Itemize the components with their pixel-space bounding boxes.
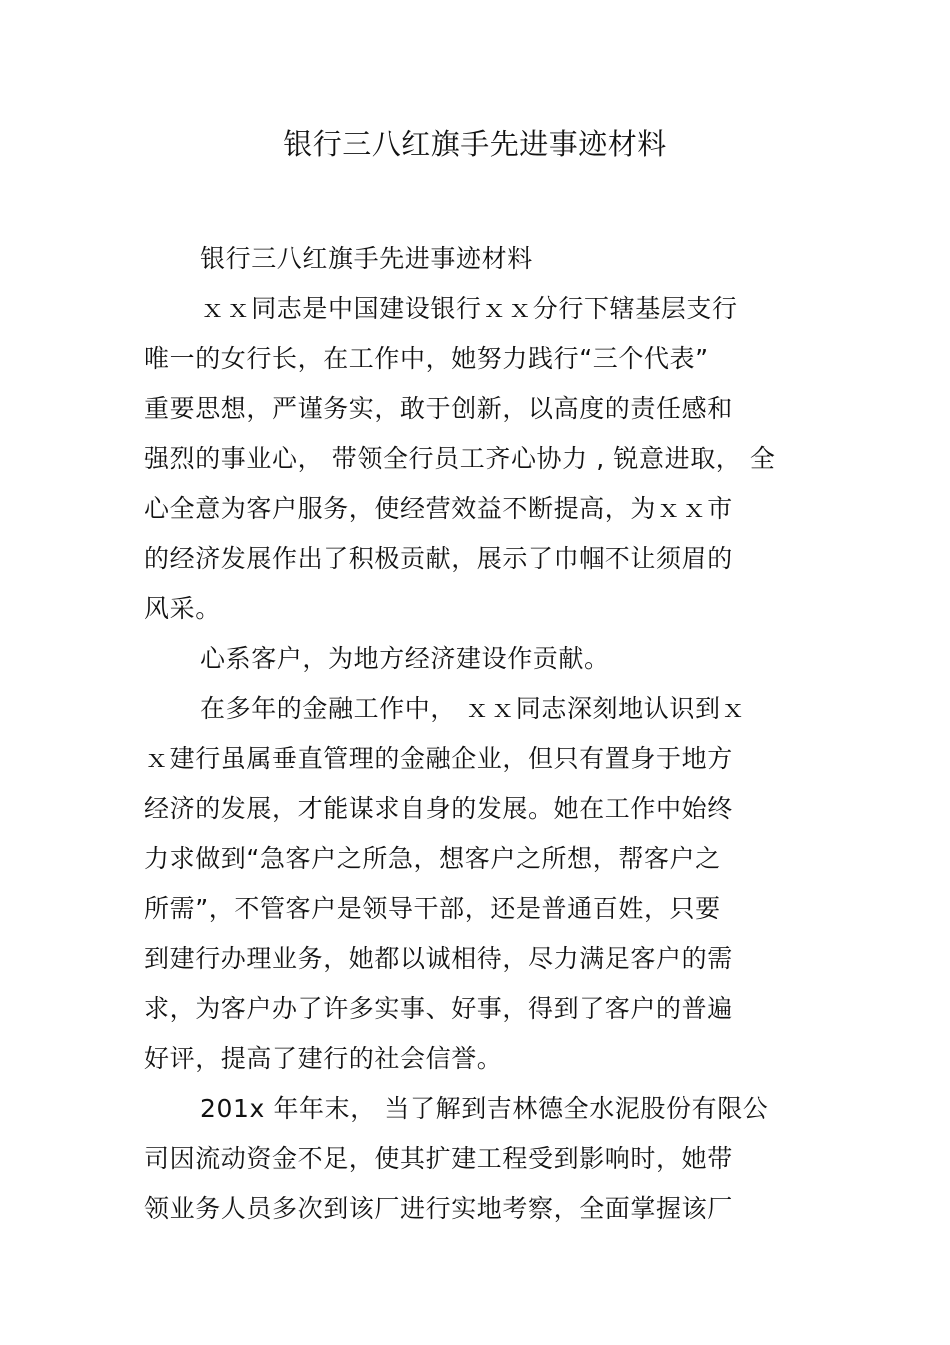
body-line: ｘ建行虽属垂直管理的金融企业，但只有置身于地方 — [144, 744, 733, 773]
body-line: 风采。 — [144, 594, 221, 623]
body-line: 重要思想，严谨务实，敢于创新，以高度的责任感和 — [144, 394, 733, 423]
body-line: 银行三八红旗手先进事迹材料 — [200, 244, 533, 273]
document-body — [144, 234, 824, 1234]
body-line: 司因流动资金不足，使其扩建工程受到影响时，她带 — [144, 1144, 733, 1173]
body-line: ｘｘ同志是中国建设银行ｘｘ分行下辖基层支行 — [200, 294, 738, 323]
body-line: 201x 年年末， 当了解到吉林德全水泥股份有限公 — [200, 1094, 769, 1123]
body-line: 求，为客户办了许多实事、好事，得到了客户的普遍 — [144, 994, 733, 1023]
body-line: 强烈的事业心， 带领全行员工齐心协力 , 锐意进取， 全 — [144, 444, 776, 473]
body-line: 的经济发展作出了积极贡献，展示了巾帼不让须眉的 — [144, 544, 733, 573]
document-title: 银行三八红旗手先进事迹材料 — [283, 127, 667, 161]
body-line: 好评，提高了建行的社会信誉。 — [144, 1044, 503, 1073]
body-line: 力求做到“急客户之所急，想客户之所想，帮客户之 — [144, 844, 721, 873]
body-line: 唯一的女行长，在工作中，她努力践行“三个代表” — [144, 344, 709, 373]
body-line: 所需”，不管客户是领导干部，还是普通百姓，只要 — [144, 894, 721, 923]
body-line: 到建行办理业务，她都以诚相待，尽力满足客户的需 — [144, 944, 733, 973]
body-line: 在多年的金融工作中， ｘｘ同志深刻地认识到ｘ — [200, 694, 747, 723]
body-line: 领业务人员多次到该厂进行实地考察，全面掌握该厂 — [144, 1194, 733, 1223]
body-line: 心全意为客户服务，使经营效益不断提高，为ｘｘ市 — [144, 494, 733, 523]
body-line: 经济的发展，才能谋求自身的发展。她在工作中始终 — [144, 794, 733, 823]
body-line: 心系客户，为地方经济建设作贡献。 — [200, 644, 610, 673]
